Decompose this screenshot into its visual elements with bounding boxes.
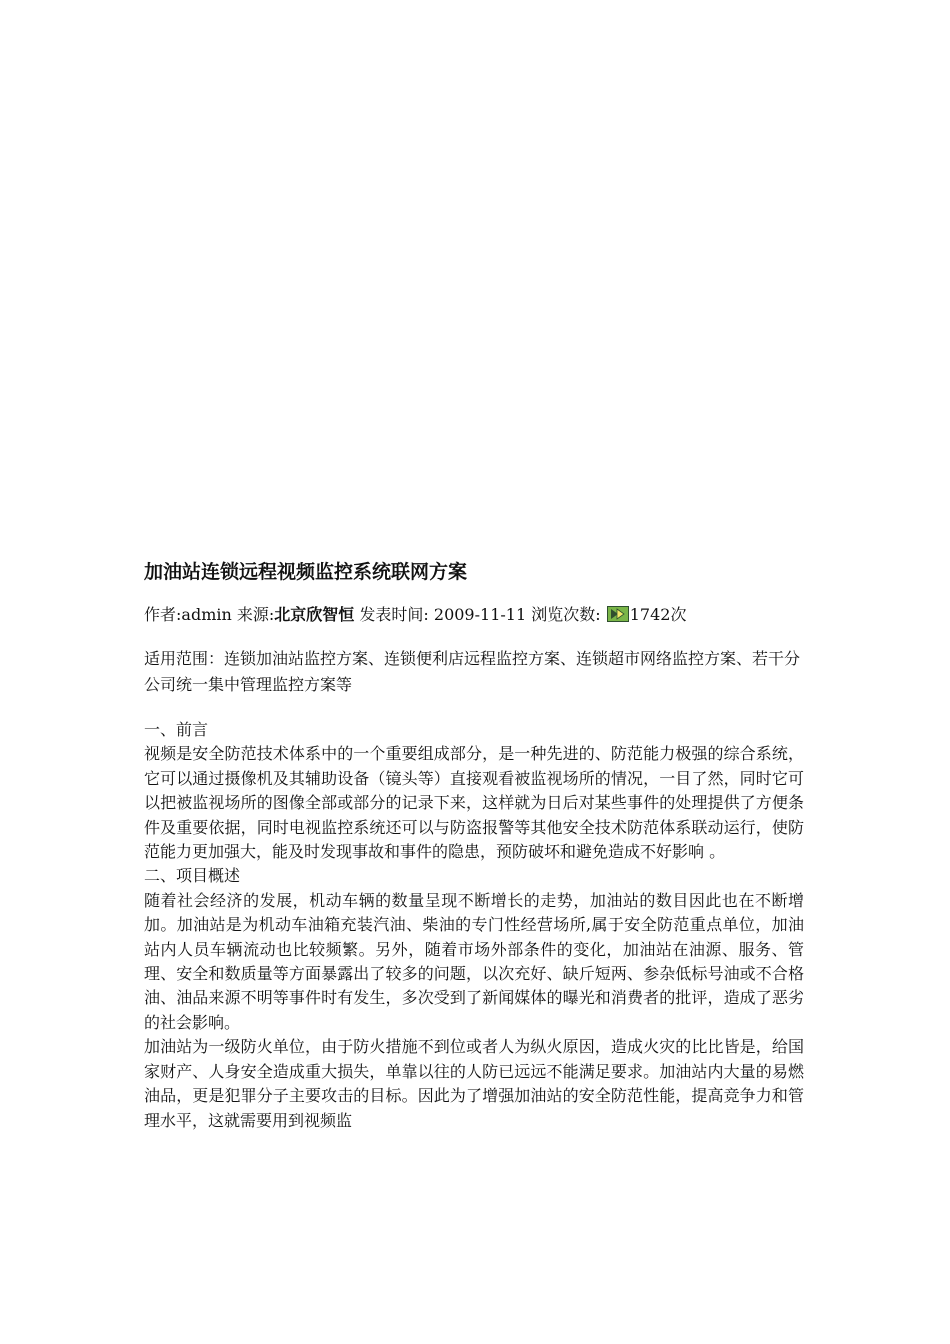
views-count: 1742 [629, 605, 671, 624]
date-value: 2009-11-11 [433, 605, 527, 624]
section-heading-preface: 一、前言 [144, 720, 209, 739]
scope-text: 适用范围：连锁加油站监控方案、连锁便利店远程监控方案、连锁超市网络监控方案、若干分公司统一集中管理监控方案等 [144, 649, 801, 694]
section-paragraph: 随着社会经济的发展，机动车辆的数量呈现不断增长的走势，加油站的数目因此也在不断增加。加油站是为机动车油箱充装汽油、柴油的专门性经营场所,属于安全防范重点单位，加油站内人员车辆流动也比较频繁。另外，随着市场外部条件的变化，加油站在油源、服务、管理、安全和数质量等方面暴露出了较多的问题，以次充好、缺斤短两、参杂低标号油或不合格油、油品来源不明等事件时有发生，多次受到了新闻媒体的曝光和消费者的批评，造成了恶劣的社会影响。 [144, 890, 804, 1032]
section-paragraph: 视频是安全防范技术体系中的一个重要组成部分，是一种先进的、防范能力极强的综合系统，它可以通过摄像机及其辅助设备（镜头等）直接观看被监视场所的情况，一目了然，同时它可以把被监视场所的图像全部或部分的记录下来，这样就为日后对某些事件的处理提供了方便条件及重要依据，同时电视监控系统还可以与防盗报警等其他安全技术防范体系联动运行，使防范能力更加强大，能及时发现事故和事件的隐患，预防破坏和避免造成不好影响 。 [144, 744, 804, 862]
article-meta [144, 600, 804, 630]
source-label: 来源: [236, 605, 275, 624]
views-label: 浏览次数: [531, 605, 601, 624]
source-value: 北京欣智恒 [274, 605, 355, 624]
section-heading-overview: 二、项目概述 [144, 866, 241, 886]
author-label: 作者: [144, 605, 182, 624]
views-counter-icon [607, 602, 629, 618]
views-unit: 次 [670, 605, 687, 624]
article [144, 556, 804, 1133]
author-value: admin [181, 605, 232, 624]
section-paragraph: 加油站为一级防火单位，由于防火措施不到位或者人为纵火原因，造成火灾的比比皆是，给国家财产、人身安全造成重大损失，单靠以往的人防已远远不能满足要求。加油站内大量的易燃油品，更是犯罪分子主要攻击的目标。因此为了增强加油站的安全防范性能，提高竞争力和管理水平，这就需要用到视频监 [144, 1037, 804, 1130]
article-title: 加油站连锁远程视频监控系统联网方案 [144, 561, 468, 583]
date-label: 发表时间: [359, 605, 429, 624]
